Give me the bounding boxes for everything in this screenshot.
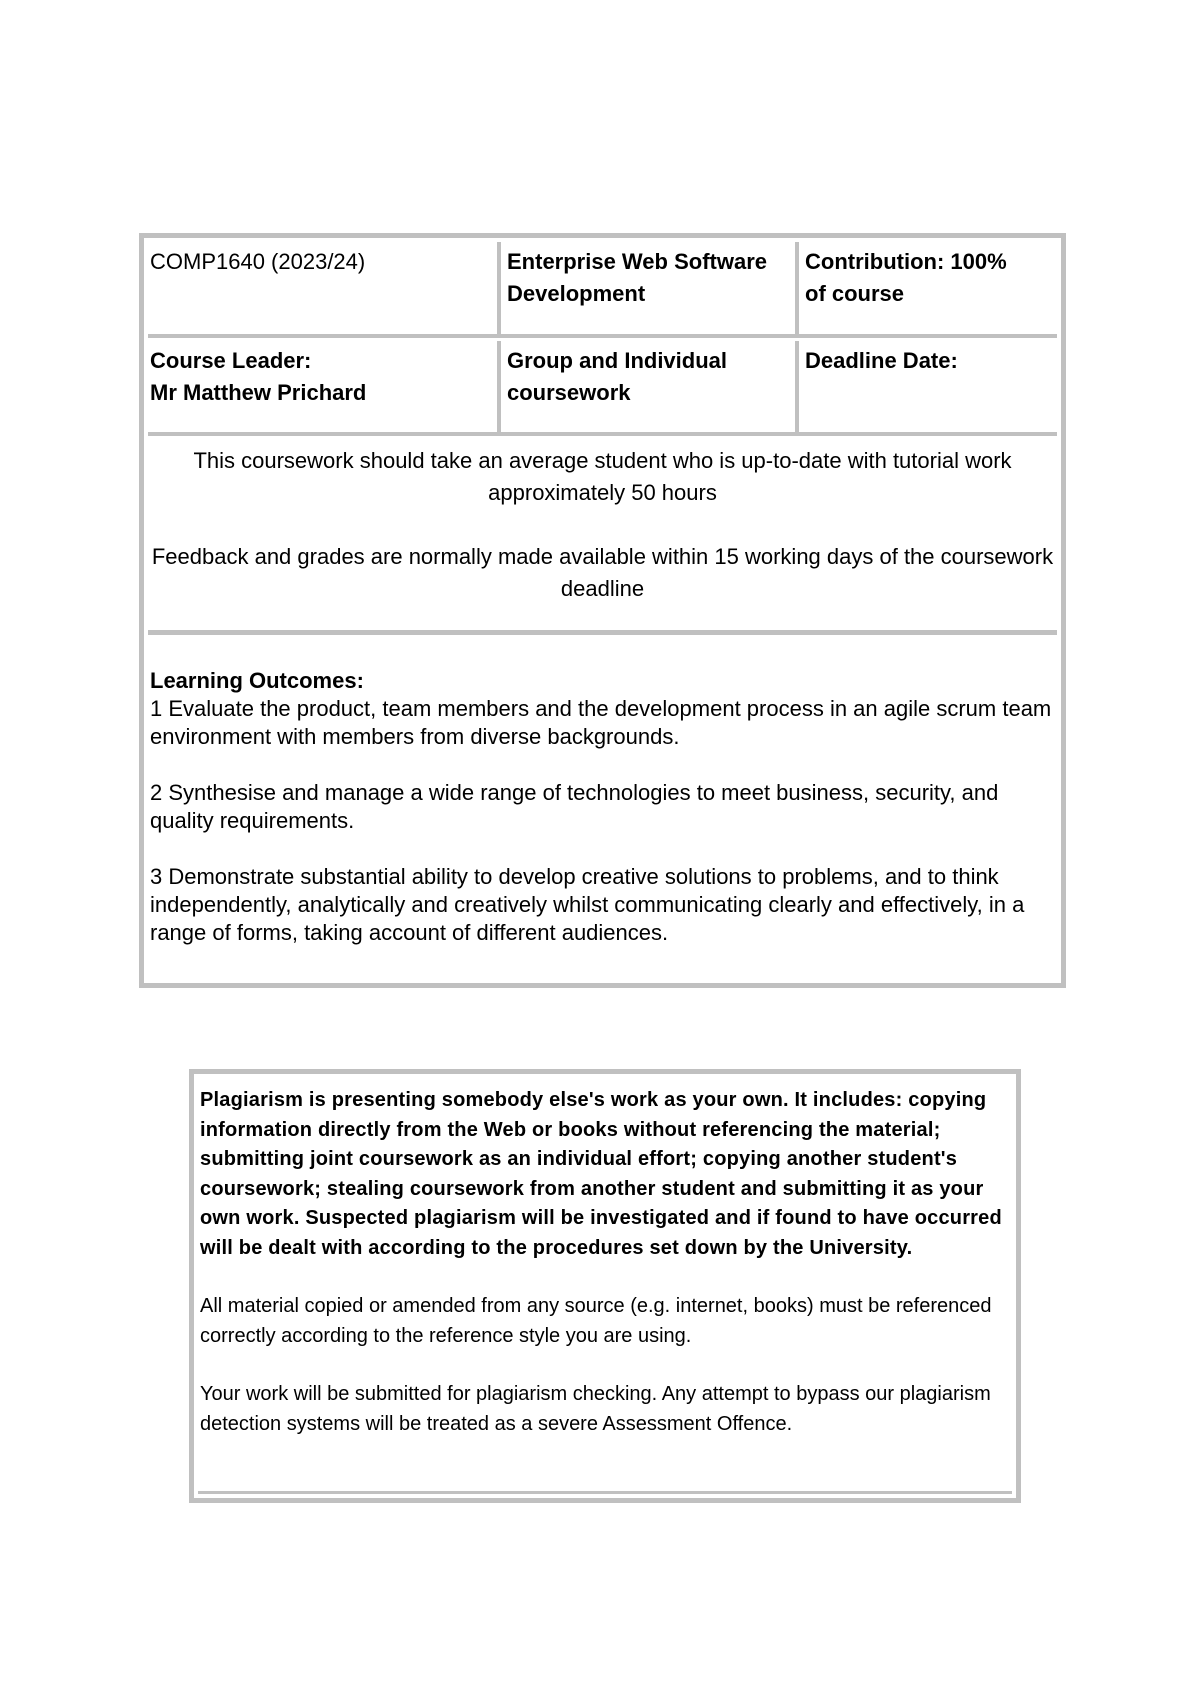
- coursework-type-line1: Group and Individual: [507, 348, 727, 373]
- course-leader-label: Course Leader:: [150, 348, 312, 373]
- learning-outcomes: [148, 635, 1057, 947]
- contribution-cell: [799, 242, 1057, 334]
- course-title-cell: [501, 242, 799, 334]
- contribution-line1: Contribution: 100%: [805, 249, 1007, 274]
- course-leader-name: Mr Matthew Prichard: [150, 380, 367, 405]
- learning-outcome-item: 1 Evaluate the product, team members and the development process in an agile scrum team environment with members from diverse backgrounds.: [150, 696, 1052, 749]
- learning-outcomes-heading: Learning Outcomes:: [150, 668, 364, 693]
- table-row: [148, 242, 1057, 338]
- workload-text: This coursework should take an average student who is up-to-date with tutorial work approximately 50 hours: [193, 448, 1012, 505]
- deadline-cell: [799, 341, 1057, 432]
- learning-outcome-item: 2 Synthesise and manage a wide range of technologies to meet business, security, and quality requirements.: [150, 780, 999, 833]
- feedback-text: Feedback and grades are normally made available within 15 working days of the coursework deadline: [151, 544, 1054, 601]
- plagiarism-notice-body: [198, 1078, 1012, 1494]
- plagiarism-notice: [189, 1069, 1021, 1503]
- contribution-line2: of course: [805, 281, 905, 306]
- course-title-line2: Development: [507, 281, 646, 306]
- course-code-cell: [148, 242, 501, 334]
- table-row: [148, 341, 1057, 436]
- coursework-info-table: [139, 233, 1066, 988]
- coursework-type-line2: coursework: [507, 380, 631, 405]
- workload-info: [148, 439, 1057, 635]
- referencing-notice: All material copied or amended from any source (e.g. internet, books) must be referenced correctly according to the reference style you are using.: [200, 1295, 992, 1347]
- learning-outcome-item: 3 Demonstrate substantial ability to develop creative solutions to problems, and to think independently, analytically and creatively whilst communicating clearly and effectively, in a range of forms, taking account of different audiences.: [150, 864, 1025, 945]
- course-title-line1: Enterprise Web Software: [507, 249, 767, 274]
- coursework-type-cell: [501, 341, 799, 432]
- course-code: COMP1640 (2023/24): [150, 249, 366, 274]
- deadline-label: Deadline Date:: [805, 348, 958, 373]
- plagiarism-checking-notice: Your work will be submitted for plagiarism checking. Any attempt to bypass our plagiarism detection systems will be treated as a severe Assessment Offence.: [200, 1383, 991, 1435]
- course-leader-cell: [148, 341, 501, 432]
- plagiarism-warning: Plagiarism is presenting somebody else's work as your own. It includes: copying information directly from the Web or books without referencing the material; submitting joint coursework as an individual effort; copying another student's coursework; stealing coursework from another student and submitting it as your own work. Suspected plagiarism will be investigated and if found to have occurred will be dealt with according to the procedures set down by the University.: [200, 1089, 1002, 1259]
